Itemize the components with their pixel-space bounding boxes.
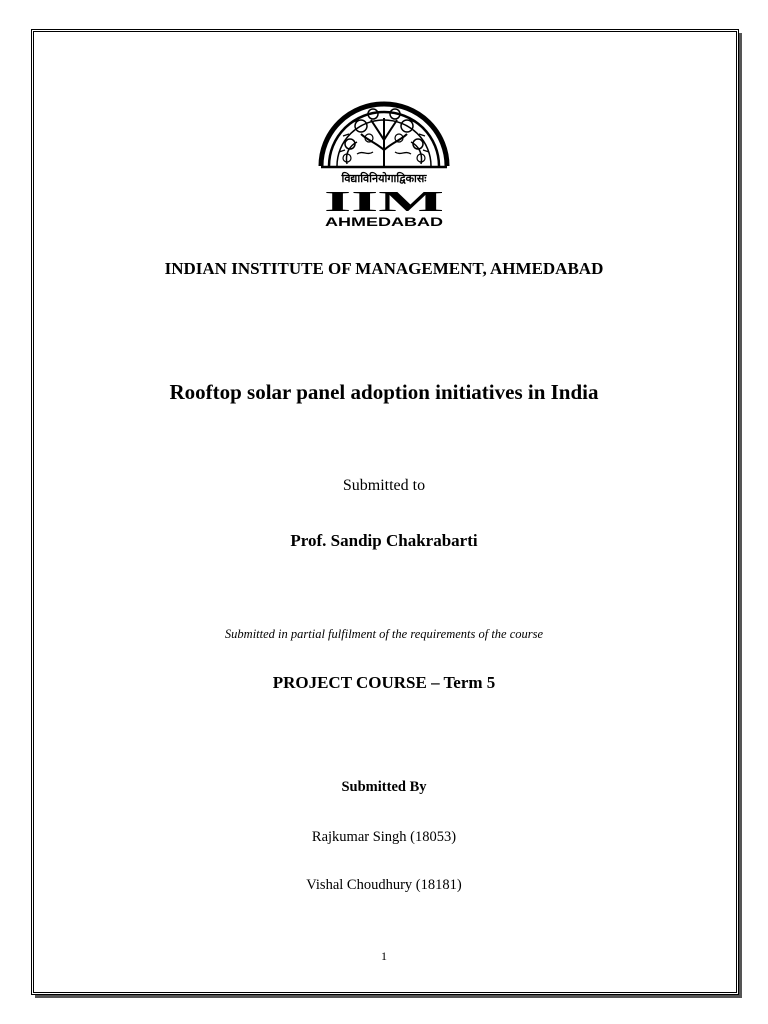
- page-number: 1: [381, 949, 387, 963]
- student-name: Vishal Choudhury (18181): [306, 877, 462, 893]
- report-title: Rooftop solar panel adoption initiatives in India: [169, 380, 599, 404]
- logo-motto: विद्याविनियोगाद्विकासः: [341, 172, 427, 185]
- page-frame-shadow-right: [739, 33, 742, 997]
- logo-letters: IIM: [324, 187, 444, 218]
- page-frame-shadow-bottom: [35, 995, 742, 998]
- arch-emblem: [321, 104, 447, 167]
- course-name: PROJECT COURSE – Term 5: [272, 673, 496, 692]
- institute-name: INDIAN INSTITUTE OF MANAGEMENT, AHMEDABAD: [164, 259, 604, 278]
- iim-ahmedabad-logo: [317, 92, 451, 228]
- submitted-to-label: Submitted to: [342, 477, 426, 494]
- logo-city: AHMEDABAD: [325, 215, 444, 228]
- partial-fulfilment-note: Submitted in partial fulfilment of the requirements of the course: [224, 627, 544, 641]
- student-name: Rajkumar Singh (18053): [311, 829, 457, 845]
- professor-name: Prof. Sandip Chakrabarti: [290, 531, 478, 550]
- submitted-by-label: Submitted By: [341, 779, 427, 795]
